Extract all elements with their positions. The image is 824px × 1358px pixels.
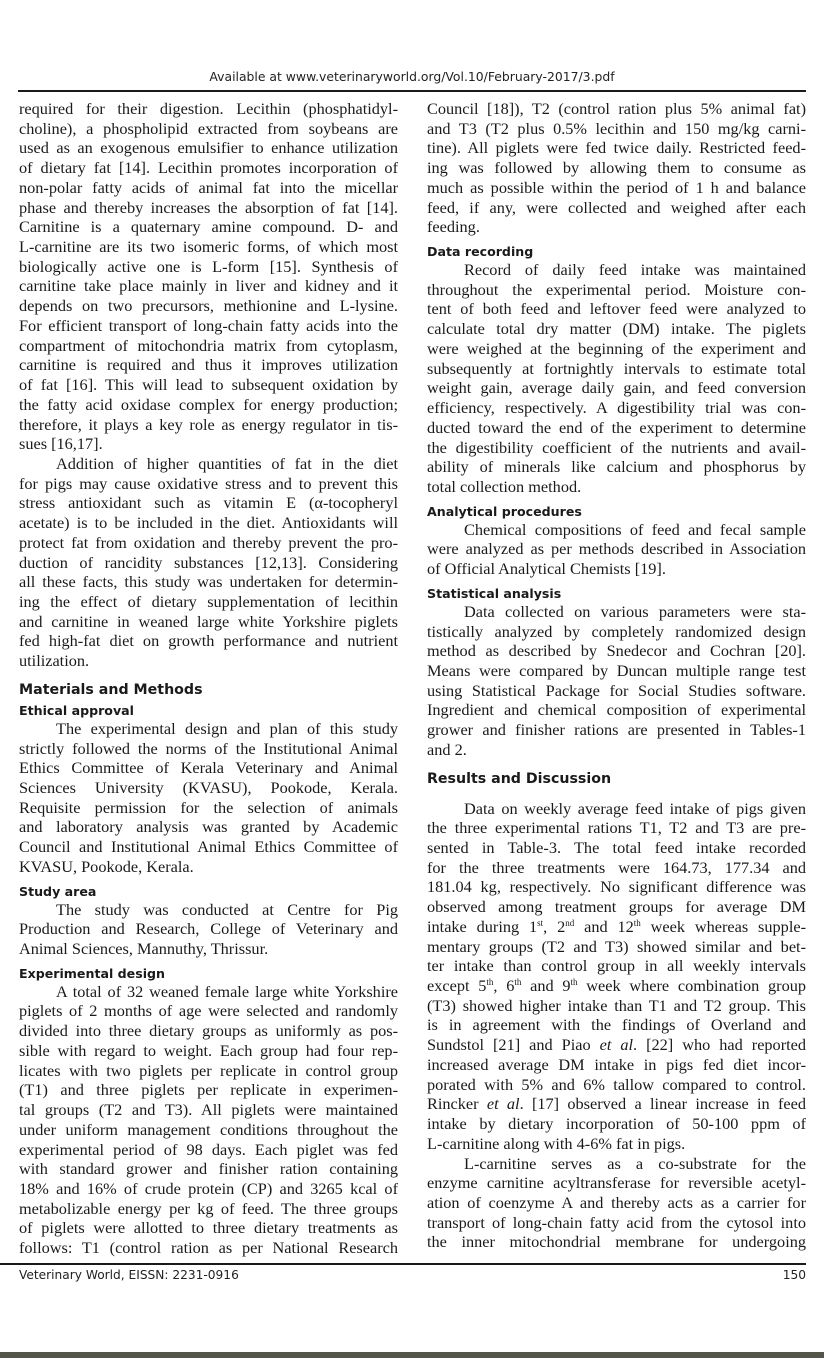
text-line: sible with regard to weight. Each group had four rep-: [19, 1040, 398, 1060]
viewer-bottom-bar: [0, 1352, 824, 1358]
ordinal-superscript: nd: [565, 917, 575, 928]
text-line: depends on two precursors, methionine and L-lysine.: [19, 296, 398, 316]
ordinal-superscript: th: [633, 917, 641, 928]
text-line: intake by dietary incorporation of 50-100 ppm of: [427, 1114, 806, 1134]
left-column: [19, 99, 398, 1258]
text-line: for pigs may cause oxidative stress and to prevent this: [19, 473, 398, 493]
text-line: For efficient transport of long-chain fatty acids into the: [19, 315, 398, 335]
paragraph: [19, 454, 398, 671]
text-line: A total of 32 weaned female large white Yorkshire: [56, 981, 398, 1001]
text-line: sues [16,17].: [19, 434, 103, 454]
text-line: efficiency, respectively. A digestibility trial was con-: [427, 398, 806, 418]
text-line: increased average DM intake in pigs fed diet incor-: [427, 1054, 806, 1074]
text-line: feeding.: [427, 217, 480, 237]
text-line: Chemical compositions of feed and fecal sample: [464, 519, 806, 539]
text-line: method as described by Snedecor and Cochran [20].: [427, 641, 806, 661]
text-line: phase and thereby increases the absorption of fat [14].: [19, 197, 398, 217]
text-line: therefore, it plays a key role as energy regulator in tis-: [19, 414, 398, 434]
text-line: ability of minerals like calcium and phosphorus by: [427, 457, 806, 477]
text-line: licates with two piglets per replicate in control group: [19, 1060, 398, 1080]
text-line: under uniform management conditions throughout the: [19, 1119, 398, 1139]
text-line: Means were compared by Duncan multiple range test: [427, 660, 806, 680]
text-line: Record of daily feed intake was maintained: [464, 260, 806, 280]
text-line: Production and Research, College of Veterinary and: [19, 919, 398, 939]
text-line: ter intake than control group in all weekly intervals: [427, 956, 806, 976]
text-line: carnitine is required and thus it improves utilization: [19, 355, 398, 375]
text-line: were analyzed as per methods described in Association: [427, 539, 806, 559]
text-line: calculate total dry matter (DM) intake. The piglets: [427, 319, 806, 339]
footer-rule: [0, 1263, 806, 1265]
text-line: duction of rancidity substances [12,13]. Considering: [19, 552, 398, 572]
text-line: Ethics Committee of Kerala Veterinary and Animal: [19, 758, 398, 778]
ordinal-superscript: th: [486, 977, 494, 988]
paragraph: [19, 900, 398, 959]
paragraph: [19, 982, 398, 1258]
paragraph: [427, 520, 806, 579]
paragraph: [427, 260, 806, 497]
text-line: except 5th, 6th and 9th week where combination group: [427, 976, 806, 996]
text-line: ing was followed by allowing them to consume as: [427, 158, 806, 178]
text-line: the inner mitochondrial membrane for undergoing: [427, 1232, 806, 1252]
text-line: follows: T1 (control ration as per National Research: [19, 1238, 398, 1258]
text-line: Sundstol [21] and Piao et al. [22] who had reported: [427, 1035, 806, 1055]
text-line: Data on weekly average feed intake of pigs given: [464, 798, 806, 818]
text-line: required for their digestion. Lecithin (phosphatidyl-: [19, 99, 398, 118]
text-line: stress antioxidant such as vitamin E (α-tocopheryl: [19, 493, 398, 513]
subsection-heading-study-area: Study area: [19, 883, 97, 899]
text-line: of fat [16]. This will lead to subsequent oxidation by: [19, 375, 398, 395]
text-line: Sciences University (KVASU), Pookode, Kerala.: [19, 778, 398, 797]
text-line: used as an exogenous emulsifier to enhance utilization: [19, 138, 398, 158]
text-line: feed, if any, were collected and weighed after each: [427, 197, 806, 217]
text-line: carnitine take place mainly in liver and kidney and it: [19, 276, 398, 296]
text-line: and T3 (T2 plus 0.5% lecithin and 150 mg/kg carni-: [427, 118, 806, 138]
text-line: and carnitine in weaned large white Yorkshire piglets: [19, 611, 398, 631]
text-line: The study was conducted at Centre for Pig: [56, 899, 398, 919]
running-head-url: Available at www.veterinaryworld.org/Vol.10/February-2017/3.pdf: [209, 69, 615, 84]
text-line: Ingredient and chemical composition of experimental: [427, 700, 806, 720]
text-line: ation of coenzyme A and thereby acts as a carrier for: [427, 1192, 806, 1212]
text-line: porated with 5% and 6% tallow compared to control.: [427, 1074, 806, 1094]
text-line: ducted toward the end of the experiment to determine: [427, 417, 806, 437]
paragraph: [19, 99, 398, 454]
text-line: sented in Table-3. The total feed intake recorded: [427, 838, 806, 857]
text-line: experimental period of 98 days. Each piglet was fed: [19, 1139, 398, 1159]
text-line: with standard grower and finisher ration containing: [19, 1159, 398, 1179]
text-line: observed among treatment groups for average DM: [427, 897, 806, 917]
text-line: all these facts, this study was undertaken for determin-: [19, 572, 398, 592]
text-line: enzyme carnitine acyltransferase for reversible acetyl-: [427, 1173, 806, 1193]
text-line: piglets of 2 months of age were selected and randomly: [19, 1001, 398, 1021]
text-line: (T1) and three piglets per replicate in experimen-: [19, 1080, 398, 1100]
text-line: using Statistical Package for Social Studies software.: [427, 680, 806, 700]
text-line: of piglets were allotted to three dietary treatments as: [19, 1218, 398, 1238]
text-line: subsequently at fortnightly intervals to estimate total: [427, 358, 806, 378]
text-line: intake during 1st, 2nd and 12th week whereas supple-: [427, 916, 806, 936]
text-line: biologically active one is L-form [15]. Synthesis of: [19, 256, 398, 276]
text-line: much as possible within the period of 1 h and balance: [427, 177, 806, 197]
text-line: compartment of mitochondria matrix from cytoplasm,: [19, 335, 398, 355]
italic-text: et al: [599, 1035, 634, 1055]
text-line: mentary groups (T2 and T3) showed similar and bet-: [427, 936, 806, 956]
text-line: tine). All piglets were fed twice daily. Restricted feed-: [427, 138, 806, 158]
ordinal-superscript: th: [570, 977, 578, 988]
text-line: Addition of higher quantities of fat in the diet: [56, 453, 398, 473]
footer-journal-issn: Veterinary World, EISSN: 2231-0916: [19, 1268, 239, 1282]
text-line: grower and finisher rations are presented in Tables-1: [427, 720, 806, 740]
right-column: [427, 99, 806, 1252]
text-line: total collection method.: [427, 476, 582, 496]
text-line: tistically analyzed by completely randomized design: [427, 621, 806, 641]
paragraph: [427, 1154, 806, 1253]
text-line: non-polar fatty acids of animal fat into the micellar: [19, 177, 398, 197]
text-line: utilization.: [19, 651, 90, 671]
section-heading-results-and-discussion: Results and Discussion: [427, 770, 612, 787]
text-line: of dietary fat [14]. Lecithin promotes incorporation of: [19, 158, 398, 178]
text-line: ing the effect of dietary supplementation of lecithin: [19, 591, 398, 611]
ordinal-superscript: th: [514, 977, 522, 988]
subsection-heading-experimental-design: Experimental design: [19, 965, 166, 981]
text-line: choline), a phospholipid extracted from soybeans are: [19, 118, 398, 138]
subsection-heading-analytical-procedures: Analytical procedures: [427, 503, 582, 519]
text-line: L-carnitine along with 4-6% fat in pigs.: [427, 1133, 686, 1153]
text-line: 181.04 kg, respectively. No significant difference was: [427, 877, 806, 897]
text-line: Requisite permission for the selection of animals: [19, 797, 398, 817]
text-line: the fatty acid oxidase complex for energy production;: [19, 394, 398, 414]
ordinal-superscript: st: [537, 917, 544, 928]
paragraph: [427, 799, 806, 1154]
text-line: protect fat from oxidation and thereby prevent the pro-: [19, 532, 398, 552]
text-line: of Official Analytical Chemists [19].: [427, 559, 666, 579]
text-line: the three experimental rations T1, T2 and T3 are pre-: [427, 818, 806, 838]
text-line: Rincker et al. [17] observed a linear increase in feed: [427, 1094, 806, 1114]
section-heading-materials-and-methods: Materials and Methods: [19, 681, 203, 698]
text-line: and 2.: [427, 739, 467, 759]
text-line: Council [18]), T2 (control ration plus 5% animal fat): [427, 99, 806, 118]
text-line: acetate) is to be included in the diet. Antioxidants will: [19, 513, 398, 533]
text-line: L-carnitine serves as a co-substrate for the: [464, 1153, 806, 1173]
subsection-heading-data-recording: Data recording: [427, 244, 534, 260]
paragraph: [19, 719, 398, 877]
text-line: tent of both feed and leftover feed were analyzed to: [427, 299, 806, 319]
footer-page-number: 150: [782, 1268, 806, 1282]
text-line: divided into three dietary groups as uniformly as pos-: [19, 1021, 398, 1041]
text-line: KVASU, Pookode, Kerala.: [19, 856, 194, 876]
text-line: weight gain, average daily gain, and feed conversion: [427, 378, 806, 398]
header-rule: [18, 90, 806, 92]
text-line: strictly followed the norms of the Institutional Animal: [19, 738, 398, 758]
text-line: The experimental design and plan of this study: [56, 718, 398, 738]
text-line: L-carnitine are its two isomeric forms, of which most: [19, 237, 398, 257]
heading-spacer: [427, 791, 806, 799]
text-line: 18% and 16% of crude protein (CP) and 3265 kcal of: [19, 1178, 398, 1198]
paragraph: [427, 602, 806, 760]
text-line: throughout the experimental period. Moisture con-: [427, 279, 806, 299]
text-line: were weighed at the beginning of the experiment and: [427, 338, 806, 358]
text-line: Council and Institutional Animal Ethics Committee of: [19, 837, 398, 857]
text-line: Data collected on various parameters were sta-: [464, 601, 806, 621]
text-line: and laboratory analysis was granted by Academic: [19, 817, 398, 837]
text-line: is in agreement with the findings of Overland and: [427, 1015, 806, 1035]
text-line: Carnitine is a quaternary amine compound. D- and: [19, 217, 398, 237]
text-line: Animal Sciences, Mannuthy, Thrissur.: [19, 939, 269, 959]
text-line: tal groups (T2 and T3). All piglets were maintained: [19, 1100, 398, 1120]
subsection-heading-ethical-approval: Ethical approval: [19, 702, 134, 718]
text-line: metabolizable energy per kg of feed. The three groups: [19, 1198, 398, 1218]
text-line: for the three treatments were 164.73, 177.34 and: [427, 857, 806, 877]
text-line: (T3) showed higher intake than T1 and T2 group. This: [427, 995, 806, 1015]
subsection-heading-statistical-analysis: Statistical analysis: [427, 585, 562, 601]
paragraph: [427, 99, 806, 237]
text-line: transport of long-chain fatty acid from the cytosol into: [427, 1212, 806, 1232]
text-line: the digestibility coefficient of the nutrients and avail-: [427, 437, 806, 457]
italic-text: et al: [486, 1094, 520, 1114]
text-line: fed high-fat diet on growth performance and nutrient: [19, 631, 398, 651]
